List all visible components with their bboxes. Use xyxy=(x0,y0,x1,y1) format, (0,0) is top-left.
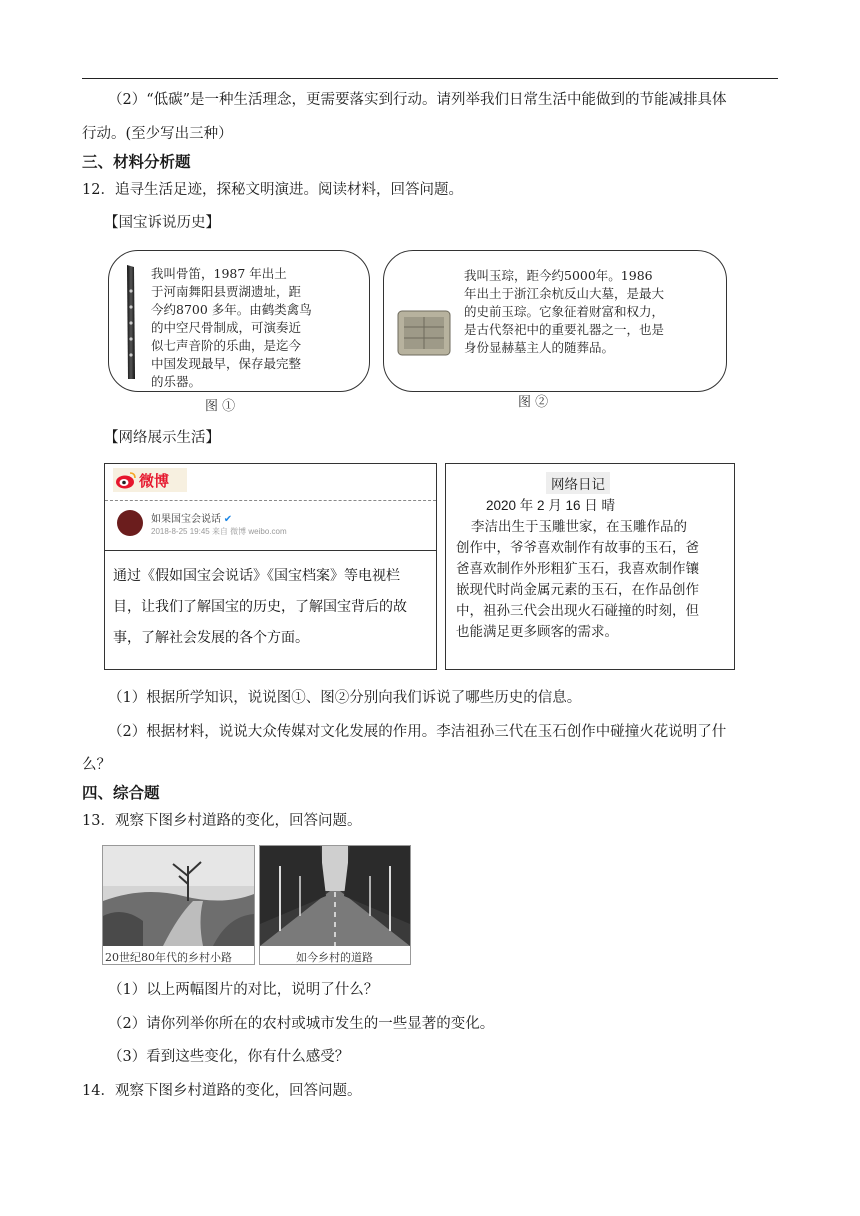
q12-sub1-title: 【国宝诉说历史】 xyxy=(104,215,220,231)
figure-1-text: 我叫骨笛，1987 年出土 于河南舞阳县贾湖遗址，距 今约8700 多年。由鹤类禽鸟 的中空尺骨制成，可演奏近 似七声音阶的乐曲，是迄今 中国发现最早，保存最完整 的乐器。 xyxy=(151,266,312,389)
figure-2-text: 我叫玉琮，距今约5000年。1986 年出土于浙江余杭反山大墓，是最大 的史前玉琮。它象征着财富和权力， 是古代祭祀中的重要礼器之一，也是 身份显赫墓主人的随葬品。 xyxy=(464,268,665,355)
q14-stem: 14．观察下图乡村道路的变化，回答问题。 xyxy=(82,1083,362,1099)
figure-2-caption: 图 ② xyxy=(518,395,549,410)
figure-1-card xyxy=(108,250,370,392)
q12-sub2-title: 【网络展示生活】 xyxy=(104,430,220,446)
section-3-title: 三、材料分析题 xyxy=(82,153,191,171)
weibo-user xyxy=(151,510,232,525)
header-rule xyxy=(82,78,778,79)
q11-part2-line1: （2）“低碳”是一种生活理念，更需要落实到行动。请列举我们日常生活中能做到的节能减排具体 xyxy=(108,92,727,108)
online-diary xyxy=(445,463,735,670)
weibo-text: 通过《假如国宝会说话》《国宝档案》等电视栏 目，让我们了解国宝的历史，了解国宝背后的故 事，了解社会发展的各个方面。 xyxy=(113,567,407,645)
modern-road-image xyxy=(260,846,410,946)
bone-flute-image xyxy=(119,263,143,381)
figure-1-caption: 图 ① xyxy=(205,399,236,414)
q13-question-2: （2）请你列举你所在的农村或城市发生的一些显著的变化。 xyxy=(108,1016,495,1032)
diary-title: 网络日记 xyxy=(546,472,610,494)
q12-question-1: （1）根据所学知识，说说图①、图②分别向我们诉说了哪些历史的信息。 xyxy=(108,690,582,706)
weibo-logo-text: 微博 xyxy=(139,473,170,490)
avatar xyxy=(117,510,143,536)
figure-2-card xyxy=(383,250,727,392)
diary-text: 李洁出生于玉雕世家，在玉雕作品的 创作中，爷爷喜欢制作有故事的玉石，爸 爸喜欢制作外形粗犷玉石，我喜欢制作镶 嵌现代时尚金属元素的玉石，在作品创作 中，祖孙三代会出现火石碰撞的时刻，但 也能满足更多顾客的需求。 xyxy=(456,519,699,639)
q13-question-3: （3）看到这些变化，你有什么感受？ xyxy=(108,1049,350,1065)
section-4-title: 四、综合题 xyxy=(82,784,160,802)
q13-question-1: （1）以上两幅图片的对比，说明了什么？ xyxy=(108,982,379,998)
diary-date: 2020 年 2 月 16 日 晴 xyxy=(486,498,616,513)
weibo-logo xyxy=(113,468,187,492)
q12-stem: 12．追寻生活足迹，探秘文明演进。阅读材料，回答问题。 xyxy=(82,182,463,198)
jade-cong-image xyxy=(392,305,456,361)
q11-part2-line2: 行动。(至少写出三种） xyxy=(82,126,233,142)
verified-icon: ✔ xyxy=(223,514,233,525)
weibo-user-name: 如果国宝会说话 xyxy=(151,514,221,525)
old-path-image xyxy=(103,846,254,946)
weibo-meta: 2018-8-25 19:45 来自 微博 weibo.com xyxy=(151,527,287,536)
photo-1-caption: 20世纪80年代的乡村小路 xyxy=(105,951,232,964)
divider xyxy=(105,500,436,501)
photo-modern-rural-road xyxy=(259,845,411,965)
q12-question-2-line1: （2）根据材料，说说大众传媒对文化发展的作用。李洁祖孙三代在玉石创作中碰撞火花说明了什 xyxy=(108,724,727,740)
weibo-post xyxy=(104,463,437,670)
q12-question-2-line2: 么？ xyxy=(82,757,111,773)
photo-old-rural-path xyxy=(102,845,255,965)
weibo-icon xyxy=(115,470,137,490)
divider xyxy=(105,550,436,551)
q13-stem: 13．观察下图乡村道路的变化，回答问题。 xyxy=(82,813,362,829)
photo-2-caption: 如今乡村的道路 xyxy=(296,951,373,964)
